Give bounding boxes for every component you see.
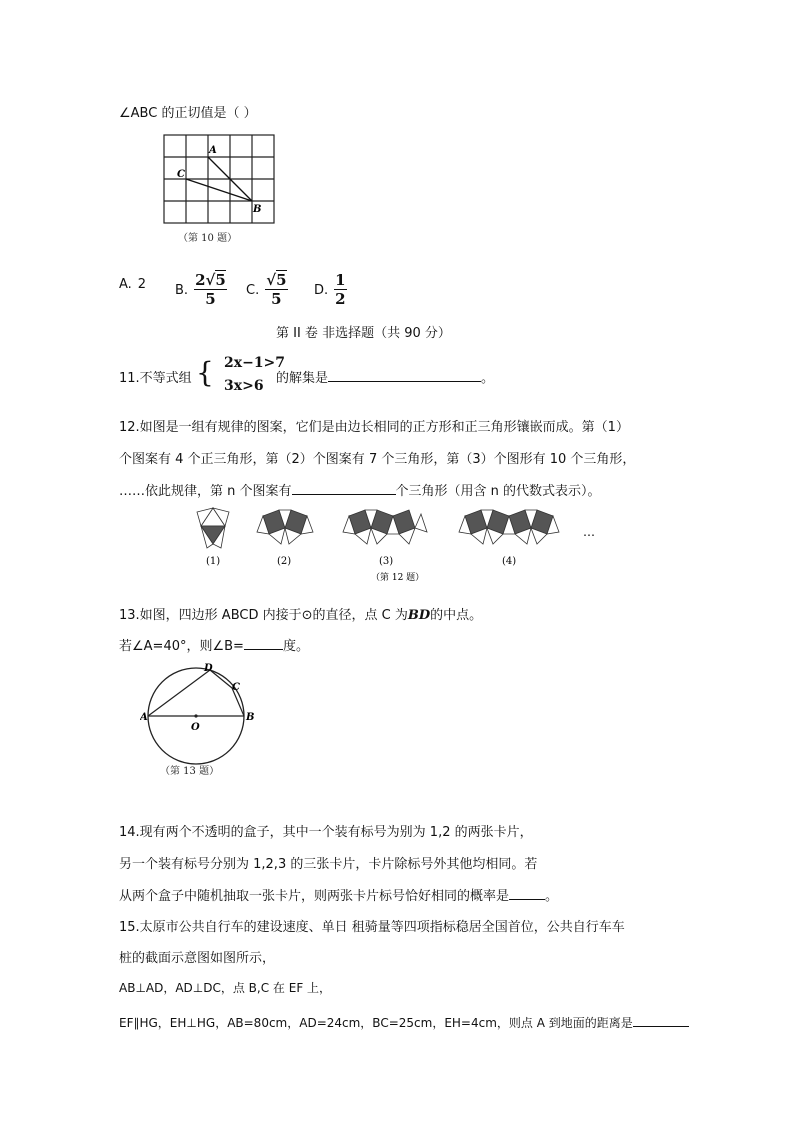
section-title: 第 II 卷 非选择题（共 90 分） bbox=[276, 326, 451, 341]
q10-stem: ∠ABC 的正切值是（ ） bbox=[119, 106, 257, 121]
q12-line3: ……依此规律，第 n 个图案有 个三角形（用含 n 的代数式表示）。 bbox=[119, 484, 601, 499]
q10-option-d: D. $\frac{1}{2}$ bbox=[314, 271, 346, 308]
q15-line4: EF∥HG，EH⊥HG，AB=80cm，AD=24cm，BC=25cm，EH=4cm，则点 A 到地面的距离是 bbox=[119, 1014, 689, 1031]
pattern-label-1: (1) bbox=[206, 556, 221, 567]
answer-blank[interactable] bbox=[633, 1014, 689, 1027]
pattern-ellipsis: … bbox=[583, 525, 595, 539]
pattern-3 bbox=[343, 510, 427, 544]
pattern-2 bbox=[257, 510, 313, 544]
q11-answer-line: 的解集是 。 bbox=[276, 371, 495, 386]
pattern-label-2: (2) bbox=[277, 556, 292, 567]
q13-line1: 13.如图，四边形 ABCD 内接于⊙的直径，点 C 为BD的中点。 bbox=[119, 608, 483, 623]
q15-line3: AB⊥AD，AD⊥DC，点 B,C 在 EF 上， bbox=[119, 981, 332, 995]
q14-line3: 从两个盒子中随机抽取一张卡片，则两张卡片标号恰好相同的概率是 。 bbox=[119, 889, 559, 904]
q12-pattern-figure bbox=[193, 502, 613, 588]
point-label-b: B bbox=[246, 712, 255, 723]
q10-option-a: A. 2 bbox=[119, 277, 147, 292]
pattern-label-4: (4) bbox=[502, 556, 517, 567]
q15-line2: 桩的截面示意图如图所示， bbox=[119, 951, 276, 966]
center-point bbox=[194, 714, 197, 717]
q12-caption: （第 12 题） bbox=[371, 573, 425, 583]
q10-caption: （第 10 题） bbox=[178, 233, 238, 244]
answer-blank[interactable] bbox=[244, 637, 283, 650]
point-label-b: B bbox=[253, 204, 262, 215]
point-label-c: C bbox=[177, 169, 185, 180]
quadrilateral-abcd bbox=[148, 670, 244, 716]
segment-cb bbox=[186, 179, 252, 201]
fraction: $\frac{2√5}{5}$ bbox=[195, 271, 226, 308]
q14-line1: 14.现有两个不透明的盒子，其中一个装有标号为别为 1,2 的两张卡片， bbox=[119, 825, 533, 840]
point-label-a: A bbox=[140, 712, 148, 723]
pattern-label-3: (3) bbox=[379, 556, 394, 567]
q10-option-c: C. $\frac{√5}{5}$ bbox=[246, 271, 287, 308]
q12-line1: 12.如图是一组有规律的图案，它们是由边长相同的正方形和正三角形镶嵌而成。第（1） bbox=[119, 420, 629, 435]
point-label-c: C bbox=[232, 682, 240, 693]
answer-blank[interactable] bbox=[328, 369, 481, 382]
q11-inequality-1: 2x−1>7 bbox=[224, 355, 286, 371]
fraction: $\frac{√5}{5}$ bbox=[266, 271, 287, 308]
q11-inequality-2: 3x>6 bbox=[224, 378, 264, 394]
point-label-d: D bbox=[204, 663, 213, 674]
pattern-1 bbox=[197, 508, 229, 548]
answer-blank[interactable] bbox=[509, 887, 545, 900]
point-label-a: A bbox=[209, 145, 217, 156]
brace-icon: { bbox=[196, 356, 214, 389]
q10-option-b: B. $\frac{2√5}{5}$ bbox=[175, 271, 226, 308]
q10-grid-figure bbox=[158, 132, 278, 228]
fraction: $\frac{1}{2}$ bbox=[335, 271, 346, 308]
q13-line2: 若∠A=40°，则∠B= 度。 bbox=[119, 639, 309, 654]
q12-line2: 个图案有 4 个正三角形，第（2）个图案有 7 个三角形，第（3）个图形有 10 个三角形， bbox=[119, 452, 636, 467]
q11-prefix: 11.不等式组 bbox=[119, 371, 192, 386]
q13-caption: （第 13 题） bbox=[160, 766, 220, 777]
arc-bd: BD bbox=[407, 608, 431, 623]
point-label-o: O bbox=[191, 722, 200, 733]
q15-line1: 15.太原市公共自行车的建设速度、单日 租骑量等四项指标稳居全国首位，公共自行车车 bbox=[119, 920, 625, 935]
answer-blank[interactable] bbox=[292, 482, 396, 495]
q14-line2: 另一个装有标号分别为 1,2,3 的三张卡片，卡片除标号外其他均相同。若 bbox=[119, 857, 538, 872]
pattern-4 bbox=[459, 510, 559, 544]
